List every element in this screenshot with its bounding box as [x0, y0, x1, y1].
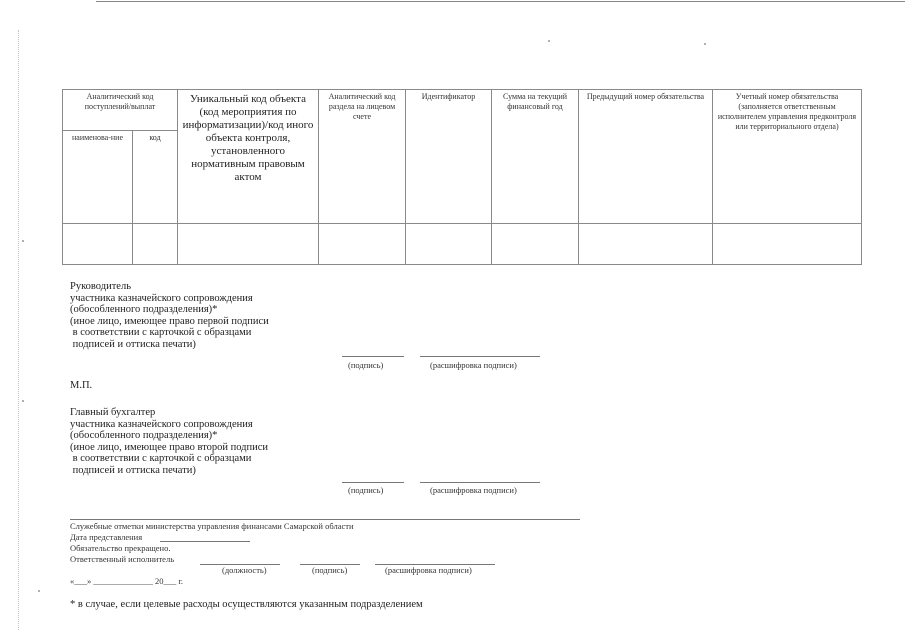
- head-line: Руководитель: [70, 281, 131, 292]
- service-title: Служебные отметки министерства управления финансами Самарской области: [70, 521, 354, 531]
- stamp-place: М.П.: [70, 380, 93, 391]
- accountant-line: в соответствии с карточкой с образцами: [70, 453, 252, 464]
- obligation-table: [62, 89, 862, 265]
- accountant-line: подписей и оттиска печати): [70, 464, 196, 476]
- empty-cell: [178, 224, 319, 265]
- code-subheader: код: [133, 131, 178, 224]
- empty-cell: [579, 224, 713, 265]
- terminated-note: Обязательство прекращено.: [70, 543, 171, 553]
- section-code-header: Аналитический код раздела на лицевом счете: [319, 90, 406, 224]
- scan-speck: [704, 43, 706, 45]
- empty-cell: [319, 224, 406, 265]
- scan-speck: [22, 400, 24, 402]
- scan-left-edge: [18, 30, 19, 630]
- accountant-sign-line: [342, 482, 404, 483]
- accountant-sign-caption: (подпись): [348, 485, 384, 495]
- scan-speck: [548, 40, 550, 42]
- position-caption: (должность): [222, 565, 267, 575]
- empty-cell: [63, 224, 133, 265]
- amount-header: Сумма на текущий финансовый год: [492, 90, 579, 224]
- accountant-decode-caption: (расшифровка подписи): [430, 485, 517, 495]
- head-line: (иное лицо, имеющее право первой подписи: [70, 315, 269, 327]
- head-line: участника казначейского сопровождения: [70, 292, 253, 304]
- head-decode-caption: (расшифровка подписи): [430, 360, 517, 370]
- analytic-code-header: Аналитический код поступлений/выплат: [63, 90, 178, 131]
- empty-cell: [133, 224, 178, 265]
- executor-sign-caption: (подпись): [312, 565, 348, 575]
- accountant-line: (обособленного подразделения)*: [70, 430, 218, 441]
- name-subheader: наименова-ние: [63, 131, 133, 224]
- service-separator: [70, 519, 580, 520]
- accountant-line: участника казначейского сопровождения: [70, 418, 253, 430]
- executor-decode-caption: (расшифровка подписи): [385, 565, 472, 575]
- head-sign-line: [342, 356, 404, 357]
- head-decode-line: [420, 356, 540, 357]
- empty-cell: [492, 224, 579, 265]
- account-number-header: Учетный номер обязательства (заполняется ответственным исполнителем управления предконтроля или территориального отдела): [713, 90, 862, 224]
- head-signature-block: [70, 281, 269, 350]
- table-row: [63, 224, 862, 265]
- scan-top-border: [96, 1, 905, 2]
- accountant-line: (иное лицо, имеющее право второй подписи: [70, 441, 269, 453]
- accountant-line: Главный бухгалтер: [70, 407, 156, 418]
- empty-cell: [406, 224, 492, 265]
- accountant-decode-line: [420, 482, 540, 483]
- date-submitted-line: [160, 541, 250, 542]
- executor-label: Ответственный исполнитель: [70, 554, 175, 564]
- footnote: * в случае, если целевые расходы осуществляются указанным подразделением: [70, 599, 423, 610]
- head-line: (обособленного подразделения)*: [70, 304, 218, 315]
- unique-code-header: Уникальный код объекта (код мероприятия по информатизации)/код иного объекта контроля, установленного нормативным правовым актом: [178, 90, 319, 224]
- prev-number-header: Предыдущий номер обязательства: [579, 90, 713, 224]
- identifier-header: Идентификатор: [406, 90, 492, 224]
- date-line: «___» ______________ 20___ г.: [70, 576, 184, 586]
- accountant-signature-block: [70, 407, 268, 476]
- scan-speck: [38, 590, 40, 592]
- empty-cell: [713, 224, 862, 265]
- head-line: в соответствии с карточкой с образцами: [70, 327, 252, 338]
- date-submitted-label: Дата представления: [70, 532, 143, 542]
- head-line: подписей и оттиска печати): [70, 338, 196, 350]
- scan-speck: [22, 240, 24, 242]
- head-sign-caption: (подпись): [348, 360, 384, 370]
